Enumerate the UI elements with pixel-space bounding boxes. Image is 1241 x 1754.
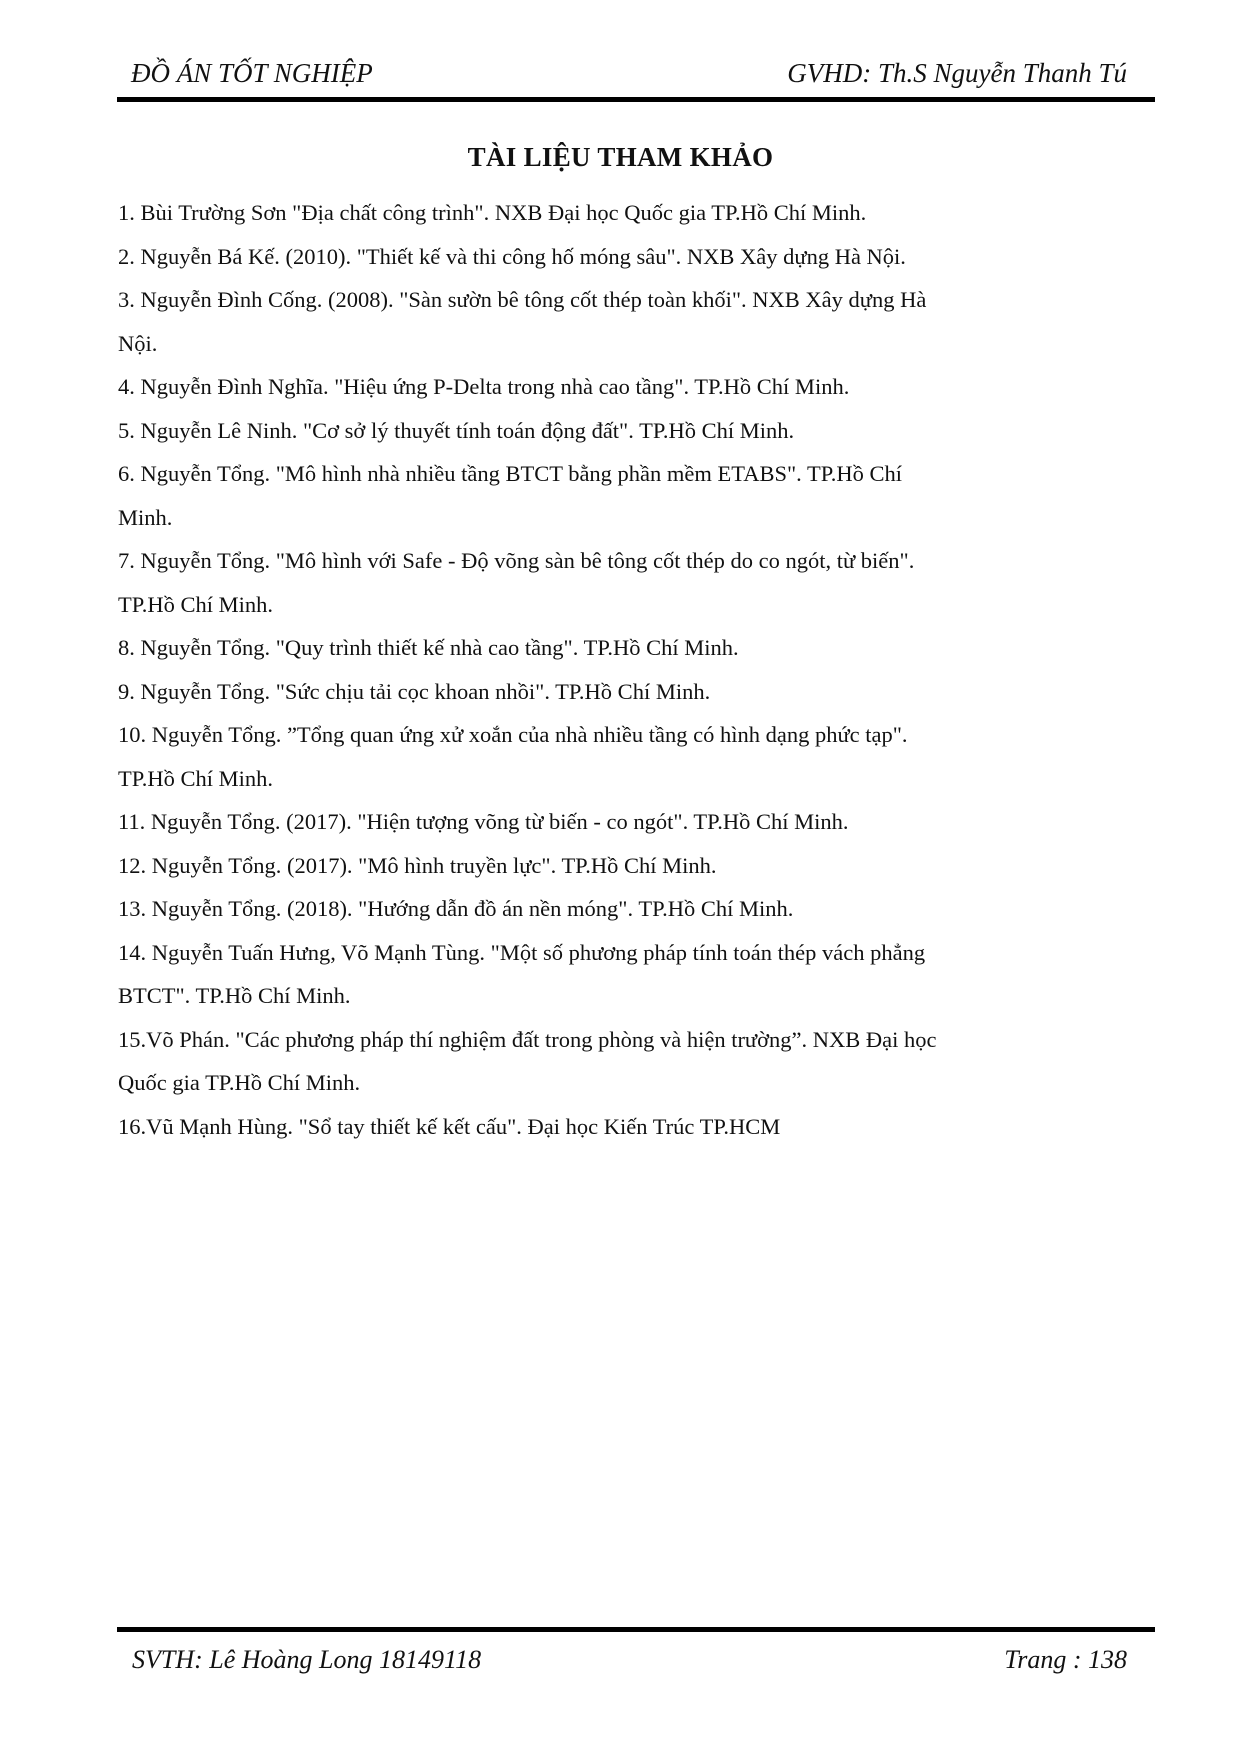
header-divider (117, 97, 1155, 102)
footer-divider (117, 1627, 1155, 1632)
header-document-type: ĐỒ ÁN TỐT NGHIỆP (131, 58, 373, 88)
reference-item: 11. Nguyễn Tổng. (2017). "Hiện tượng võng từ biến - co ngót". TP.Hồ Chí Minh. (118, 809, 849, 834)
reference-item: 10. Nguyễn Tổng. ”Tổng quan ứng xử xoắn của nhà nhiều tầng có hình dạng phức tạp". TP.Hồ Chí Minh. (118, 722, 908, 791)
reference-item: 9. Nguyễn Tổng. "Sức chịu tải cọc khoan nhồi". TP.Hồ Chí Minh. (118, 678, 711, 704)
reference-item: 15.Võ Phán. "Các phương pháp thí nghiệm đất trong phòng và hiện trường”. NXB Đại học Quốc gia TP.Hồ Chí Minh. (118, 1026, 937, 1095)
reference-item: 1. Bùi Trường Sơn "Địa chất công trình". NXB Đại học Quốc gia TP.Hồ Chí Minh. (118, 200, 867, 225)
footer-student: SVTH: Lê Hoàng Long 18149118 (132, 1645, 482, 1674)
header-advisor: GVHD: Th.S Nguyễn Thanh Tú (787, 58, 1127, 88)
reference-item: 12. Nguyễn Tổng. (2017). "Mô hình truyền lực". TP.Hồ Chí Minh. (118, 852, 717, 878)
page-title: TÀI LIỆU THAM KHẢO (467, 142, 774, 172)
reference-item: 2. Nguyễn Bá Kế. (2010). "Thiết kế và thi công hố móng sâu". NXB Xây dựng Hà Nội. (118, 243, 906, 269)
reference-item: 13. Nguyễn Tổng. (2018). "Hướng dẫn đồ án nền móng". TP.Hồ Chí Minh. (118, 896, 794, 921)
reference-item: 6. Nguyễn Tổng. "Mô hình nhà nhiều tầng BTCT bằng phần mềm ETABS". TP.Hồ Chí Minh. (118, 461, 903, 530)
page-header (117, 56, 1155, 96)
reference-list (118, 191, 958, 1148)
reference-item: 4. Nguyễn Đình Nghĩa. "Hiệu ứng P-Delta trong nhà cao tầng". TP.Hồ Chí Minh. (118, 374, 850, 399)
reference-item: 16.Vũ Mạnh Hùng. "Sổ tay thiết kế kết cấu". Đại học Kiến Trúc TP.HCM (118, 1113, 781, 1139)
reference-item: 3. Nguyễn Đình Cống. (2008). "Sàn sườn bê tông cốt thép toàn khối". NXB Xây dựng Hà Nội. (118, 287, 927, 356)
reference-item: 14. Nguyễn Tuấn Hưng, Võ Mạnh Tùng. "Một số phương pháp tính toán thép vách phẳng BTCT". TP.Hồ Chí Minh. (118, 939, 926, 1008)
footer-page-number: Trang : 138 (1004, 1645, 1127, 1674)
reference-item: 8. Nguyễn Tổng. "Quy trình thiết kế nhà cao tầng". TP.Hồ Chí Minh. (118, 635, 739, 660)
reference-item: 5. Nguyễn Lê Ninh. "Cơ sở lý thuyết tính toán động đất". TP.Hồ Chí Minh. (118, 417, 795, 443)
page-footer (117, 1643, 1155, 1683)
reference-item: 7. Nguyễn Tổng. "Mô hình với Safe - Độ võng sàn bê tông cốt thép do co ngót, từ biến". TP.Hồ Chí Minh. (118, 548, 915, 617)
